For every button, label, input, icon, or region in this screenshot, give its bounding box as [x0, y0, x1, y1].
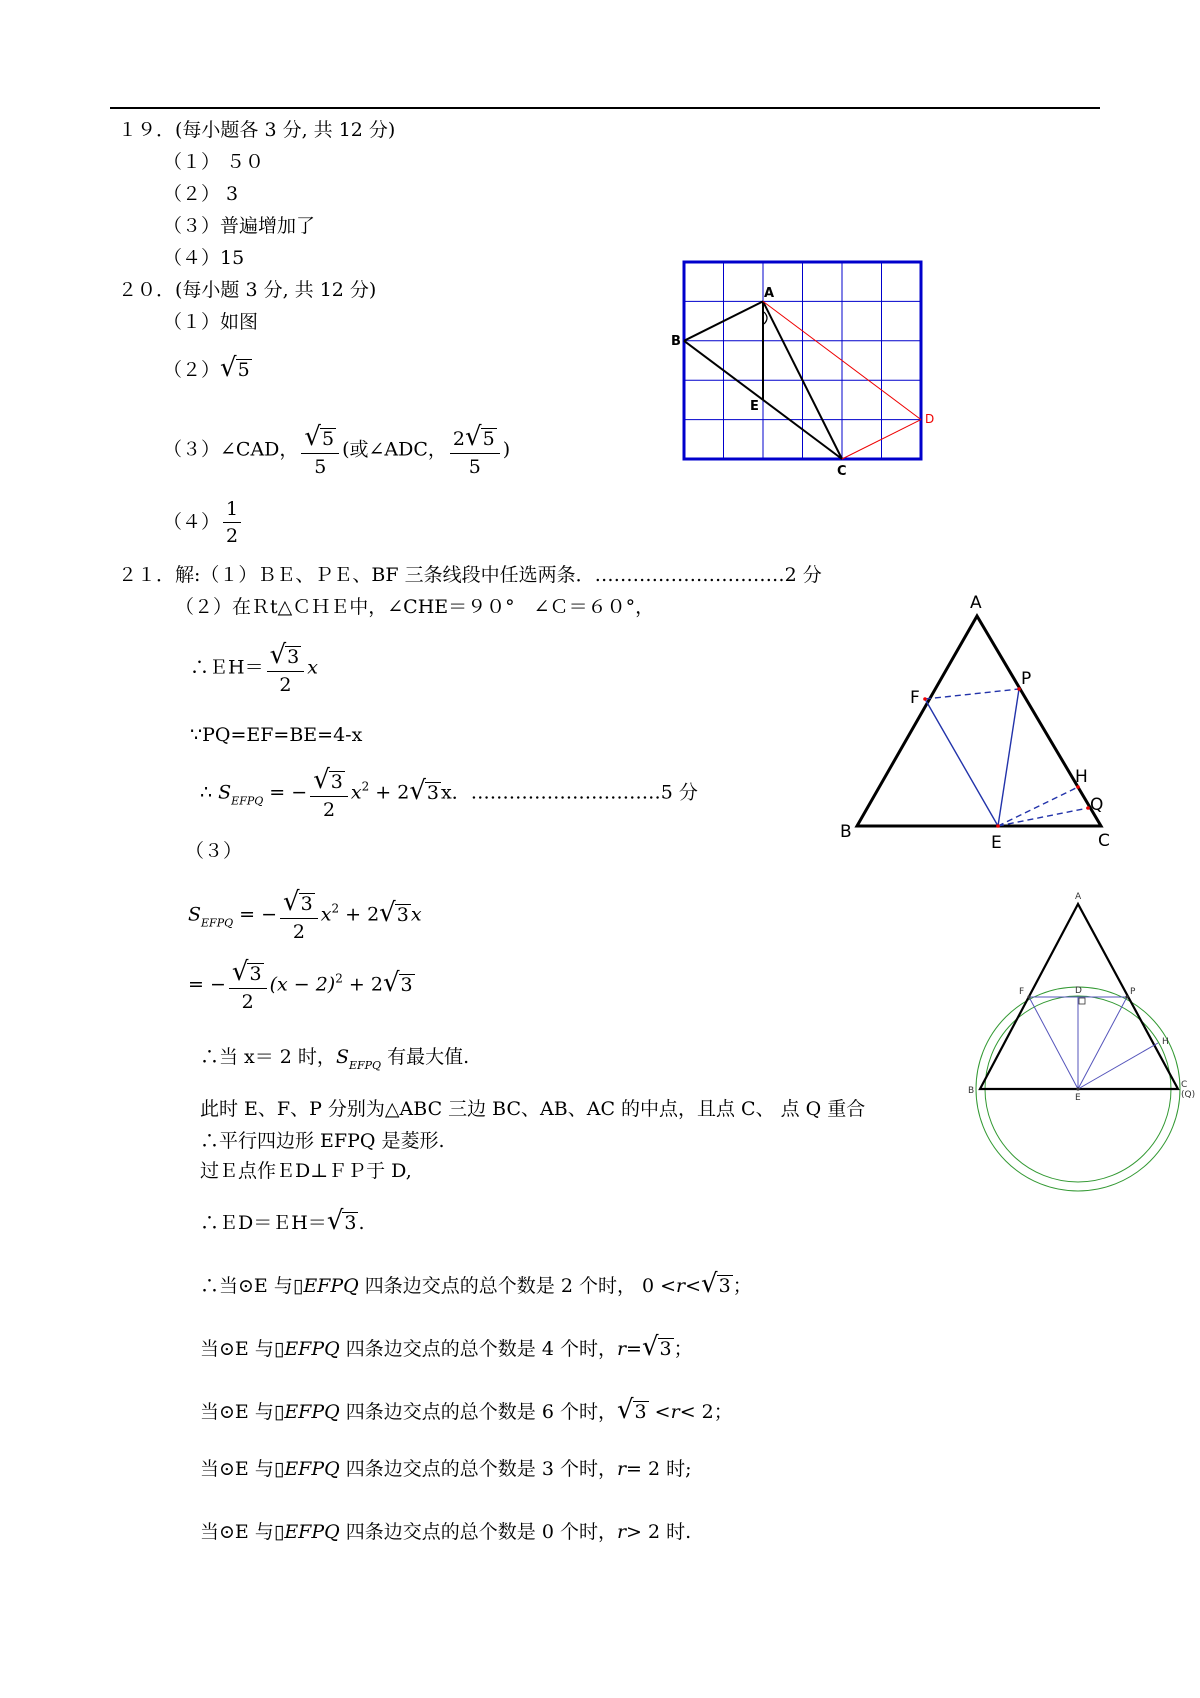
q20-answer-2: （２） √ 5: [163, 353, 250, 383]
svg-text:B: B: [840, 822, 852, 842]
q21-case-2: 当⊙E 与▯EFPQ 四条边交点的总个数是 4 个时，r= √ 3 ；: [200, 1332, 693, 1362]
svg-text:Q: Q: [1090, 795, 1104, 815]
q20-answer-4: （４） $\frac{1}{2}$: [163, 500, 244, 546]
svg-text:(Q): (Q): [1181, 1090, 1196, 1100]
svg-text:C: C: [1181, 1080, 1188, 1090]
q21-midpoints-line: 此时 E、F、P 分别为△ABC 三边 BC、AB、AC 的中点，且点 C、 点 Q 重合: [200, 1098, 866, 1120]
q19-answer-1: （１） ５０: [163, 151, 265, 173]
triangle-abc: [857, 616, 1104, 826]
right-angle-mark: [1079, 998, 1085, 1004]
label-D: D: [925, 412, 935, 426]
svg-text:C: C: [1098, 831, 1110, 851]
q21-part3-label: （３）: [185, 840, 243, 862]
label-A: A: [764, 286, 775, 301]
fig1-labels: [840, 593, 1110, 853]
svg-text:F: F: [1019, 987, 1025, 997]
label-E: E: [750, 399, 759, 414]
q21-line-1: ２１．解:（１）ＢＥ、ＰＥ、BF 三条线段中任选两条．…………………………2 分: [118, 564, 822, 586]
q20-answer-3: （３）∠CAD， √ 5 5 (或∠ADC， 2 √ 5 5 ): [163, 422, 511, 478]
svg-text:P: P: [1130, 987, 1136, 997]
label-B: B: [671, 334, 681, 349]
svg-text:E: E: [991, 833, 1002, 853]
q19-title: １９．(每小题各 3 分, 共 12 分): [118, 119, 396, 141]
vertex-dots: [923, 687, 1090, 828]
angle-mark: [764, 312, 767, 324]
q21-area-formula: ∴ $S_{EFPQ}$ = − √ 3 2 $x^2 + 2$ √ 3 x．…………………………5 分: [200, 765, 698, 821]
svg-text:P: P: [1021, 669, 1032, 689]
svg-text:B: B: [968, 1086, 975, 1096]
q21-pq-line: ∵PQ=EF=BE=4-x: [190, 724, 363, 746]
svg-text:D: D: [1075, 986, 1082, 996]
q21-case-5: 当⊙E 与▯EFPQ 四条边交点的总个数是 0 个时，r> 2 时.: [200, 1521, 692, 1543]
svg-text:A: A: [1075, 892, 1082, 902]
q21-case-1: ∴当⊙E 与▯EFPQ 四条边交点的总个数是 2 个时， 0 <r< √ 3 ；: [200, 1269, 752, 1299]
q21-part3-eq1: $S_{EFPQ}$ = − √ 3 2 $x^2 + 2$ √ 3 x: [188, 887, 422, 943]
label-C: C: [837, 464, 847, 479]
svg-text:H: H: [1162, 1037, 1169, 1047]
header-rule: [110, 107, 1100, 109]
q21-ed-line: ∴ＥD＝ＥH＝ √ 3 .: [200, 1206, 365, 1236]
q20-title: ２０．(每小题 3 分, 共 12 分): [118, 279, 377, 301]
q21-max-line: ∴当 x＝ 2 时，$S_{EFPQ}$ 有最大值.: [200, 1046, 470, 1072]
svg-text:E: E: [1075, 1093, 1081, 1103]
q19-answer-3: （３）普遍增加了: [163, 215, 316, 237]
svg-text:H: H: [1075, 767, 1088, 787]
q19-answer-4: （４）15: [163, 247, 245, 269]
construction-lines: [1029, 997, 1158, 1089]
q21-part3-eq2: = − √ 3 2 $(x - 2)^2 + 2$ √ 3: [188, 957, 413, 1013]
svg-text:A: A: [970, 593, 982, 613]
q21-eh-formula: ∴ＥH＝ √ 3 2 x: [190, 640, 318, 696]
q21-perp-line: 过Ｅ点作ＥD⊥ＦＰ于 D,: [200, 1160, 412, 1182]
q21-circle-figure: [956, 878, 1196, 1194]
q21-case-4: 当⊙E 与▯EFPQ 四条边交点的总个数是 3 个时，r= 2 时;: [200, 1458, 692, 1480]
q21-line-2: （２）在Ｒt△ＣＨＥ中，∠CHE＝９０° ∠Ｃ＝６０°，: [175, 596, 655, 618]
svg-text:F: F: [910, 688, 920, 708]
q19-answer-2: （２） 3: [163, 183, 239, 205]
q20-grid-figure: [664, 258, 935, 479]
q20-answer-1: （１）如图: [163, 311, 259, 333]
parallelogram-efpq: [925, 689, 1088, 826]
q21-case-3: 当⊙E 与▯EFPQ 四条边交点的总个数是 6 个时， √ 3 <r< 2；: [200, 1395, 733, 1425]
q21-triangle-figure: [836, 590, 1126, 853]
q21-rhombus-line: ∴平行四边形 EFPQ 是菱形.: [200, 1130, 445, 1152]
